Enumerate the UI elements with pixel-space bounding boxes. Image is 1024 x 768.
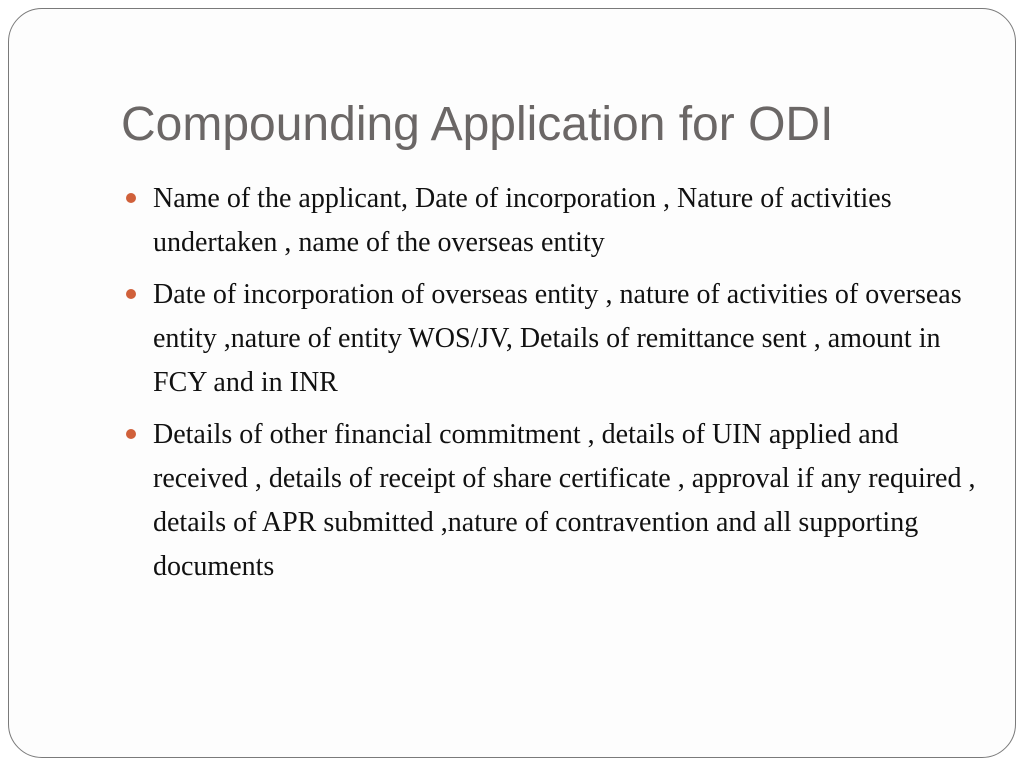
slide-title: Compounding Application for ODI (121, 98, 834, 151)
bullet-dot-icon (126, 289, 136, 299)
bullet-item (123, 177, 983, 265)
slide-frame (8, 8, 1016, 758)
bullet-text: Date of incorporation of overseas entity , nature of activities of overseas entity ,nature of entity WOS/JV, Details of remittance sent , amount in FCY and in INR (153, 279, 962, 398)
bullet-item (123, 413, 983, 589)
bullet-list (123, 177, 983, 597)
bullet-text: Name of the applicant, Date of incorporation , Nature of activities undertaken , name of the overseas entity (153, 183, 892, 258)
bullet-dot-icon (126, 429, 136, 439)
bullet-item (123, 273, 983, 405)
bullet-text: Details of other financial commitment , details of UIN applied and received , details of receipt of share certificate , approval if any required , details of APR submitted ,nature of contravention and all supporting documents (153, 419, 976, 582)
bullet-dot-icon (126, 193, 136, 203)
